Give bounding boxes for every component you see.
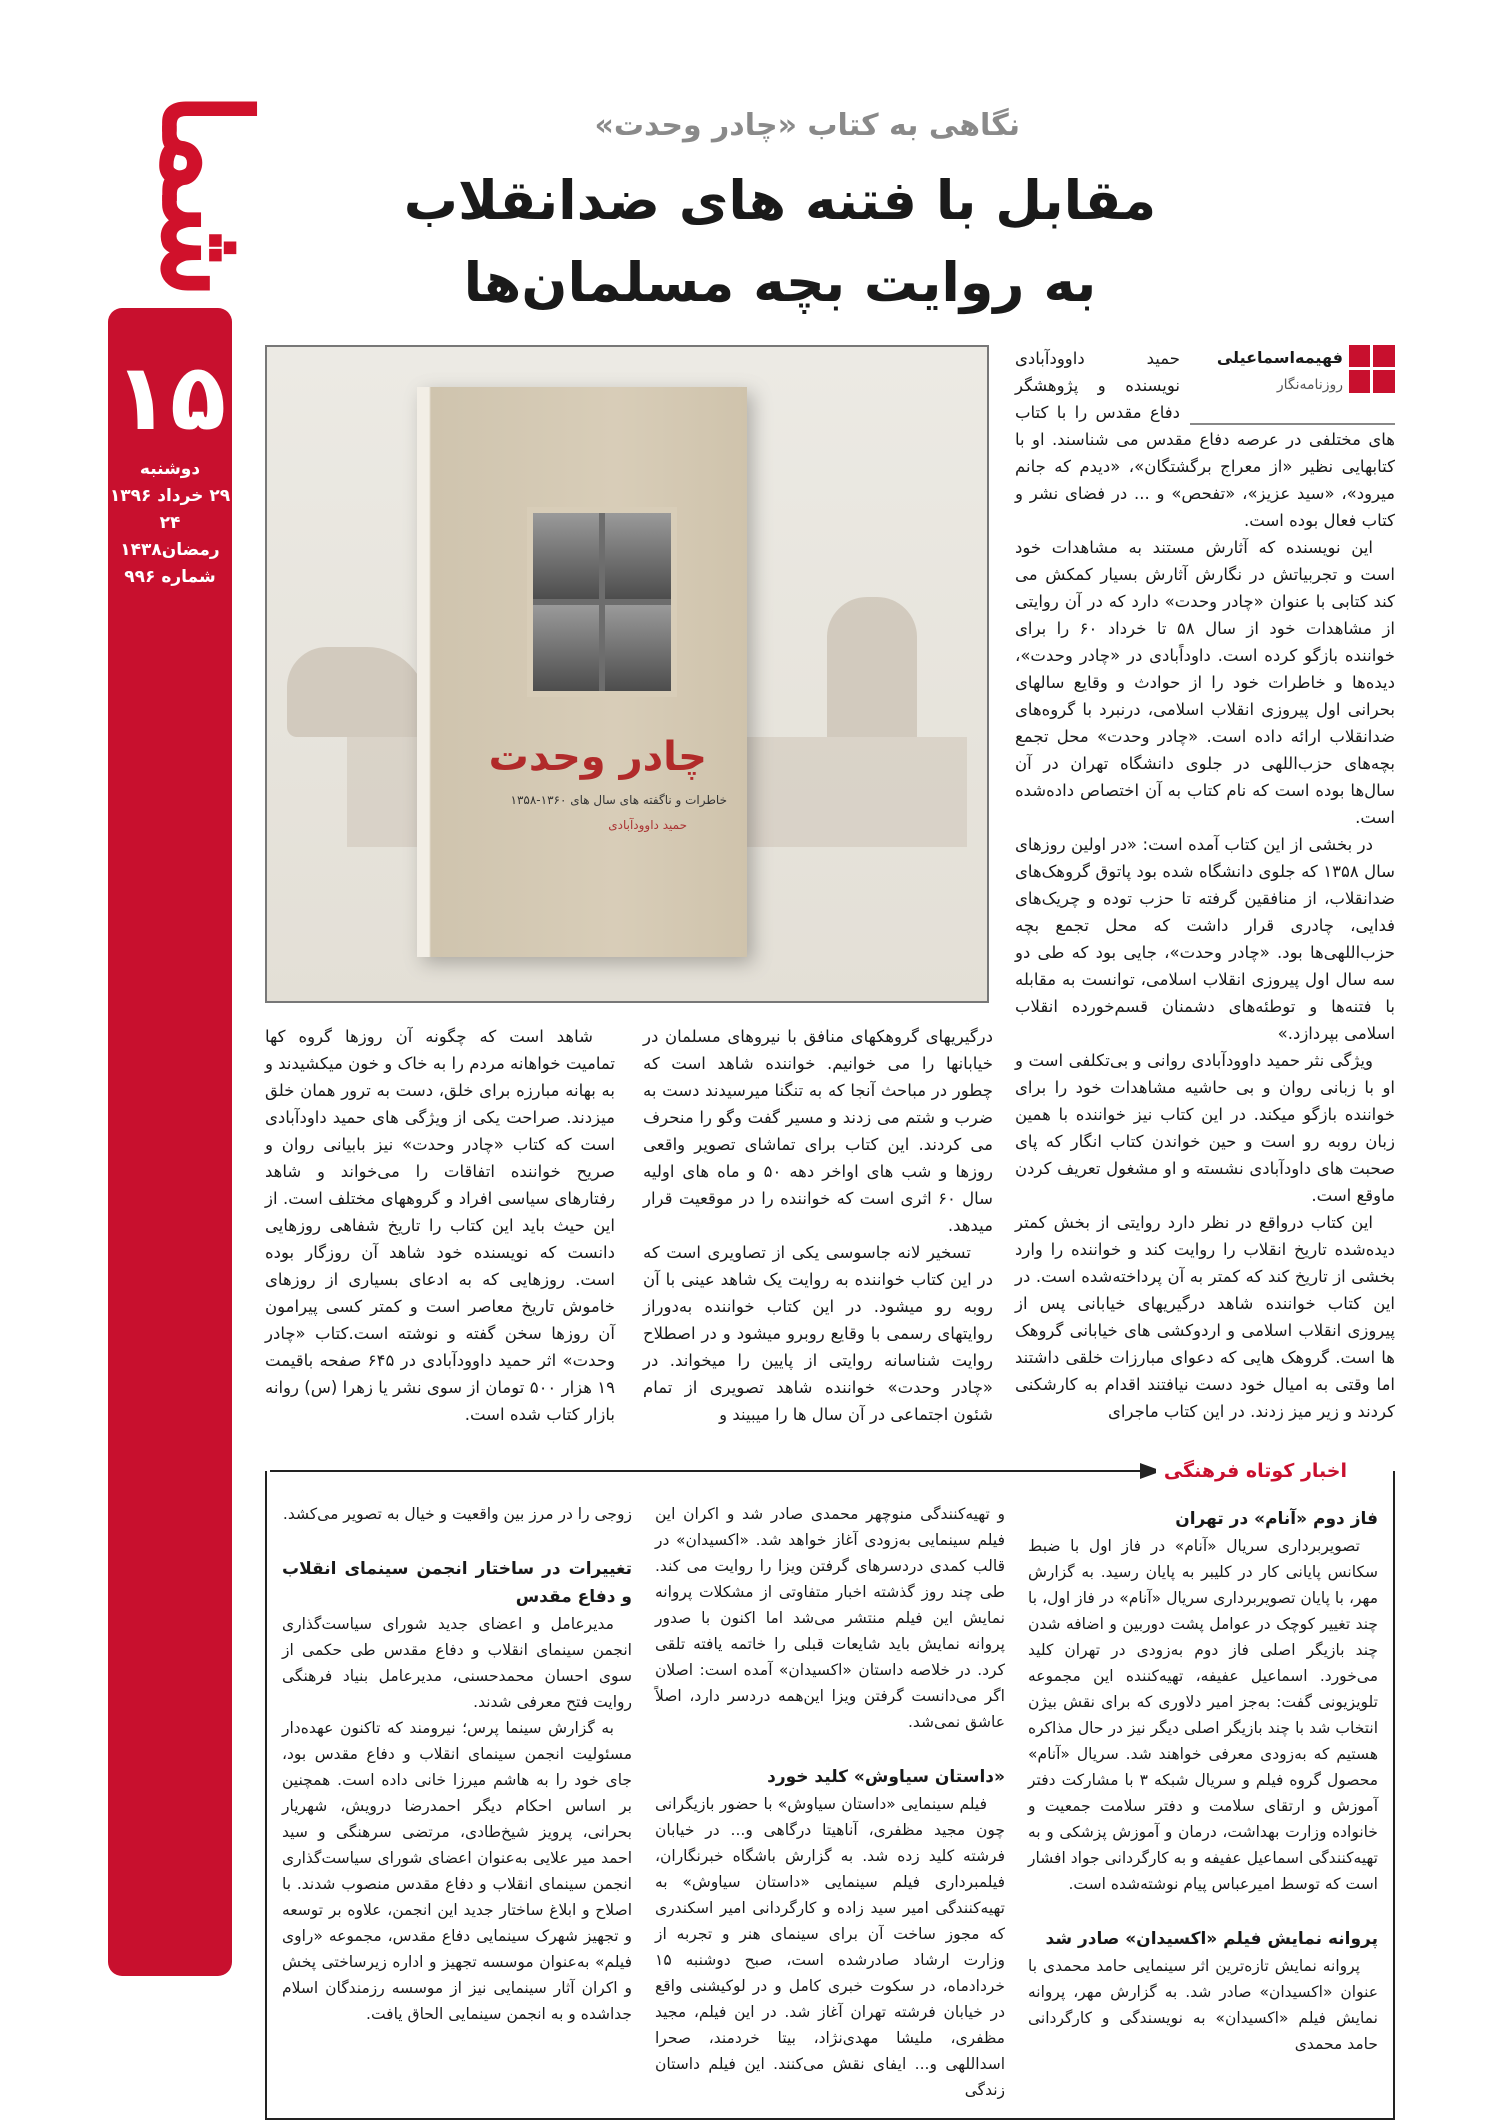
book-author: حمید داوودآبادی <box>608 818 687 832</box>
news-body: تصویربرداری سریال «آنام» در فاز اول با ضبط سکانس پایانی کار در کلیبر به پایان رسید. به گزارش مهر، با پایان تصویربرداری سریال «آنام» در فاز اول، با چند تغییر کوچک در عوامل پشت دوربین و اضافه شدن چند بازیگر اصلی فاز دوم به‌زودی در تهران کلید می‌خورد. اسماعیل عفیفه، تهیه‌کننده این مجموعه تلویزیونی گفت: به‌جز امیر دلاوری که برای نقش بیژن انتخاب شد با چند بازیگر اصلی دیگر نیز در حال مذاکره هستیم که به‌زودی معرفی خواهند شد. سریال «آنام» محصول گروه فیلم و سریال شبکه ۳ با مشارکت دفتر آموزش و ارتقای سلامت و دفتر سلامت جمعیت و خانواده وزارت بهداشت، درمان و آموزش پزشکی و به تهیه‌کنندگی اسماعیل عفیفه و به کارگردانی جواد افشار است که توسط امیرعباس پیام نوشته‌شده است. <box>1028 1537 1379 1893</box>
news-column-1 <box>1028 1501 1378 2057</box>
issue-info-bar <box>108 308 232 1976</box>
book-title: چادر وحدت <box>488 734 707 780</box>
newspaper-logo: شما <box>135 92 276 299</box>
author-role: روزنامه‌نگار <box>1276 377 1343 393</box>
book-subtitle: خاطرات و ناگفته های سال های ۱۳۶۰-۱۳۵۸ <box>510 793 727 807</box>
news-body: مدیرعامل و اعضای جدید شورای سیاست‌گذاری انجمن سینمای انقلاب و دفاع مقدس طی حکمی از سوی احسان محمدحسنی، مدیرعامل بنیاد فرهنگی روایت فتح معرفی شدند. <box>282 1615 632 1711</box>
paragraph: ویژگی نثر حمید داوودآبادی روانی و بی‌تکلفی است و او با زبانی روان و بی حاشیه مشاهدات خود را برای خواننده بازگو میکند. در این کتاب نیز خواننده با همین زبان روبه رو است و حین خواندن کتاب انگار که پای صحبت های داودآبادی نشسته و او مشغول تعریف کردن ماوقع است. <box>1015 1051 1395 1205</box>
news-body: و تهیه‌کنندگی منوچهر محمدی صادر شد و اکران این فیلم سینمایی به‌زودی آغاز خواهد شد. «اکسیدان» در قالب کمدی دردسرهای گرفتن ویزا را روایت می کند. طی چند روز گذشته اخبار متفاوتی از مشکلات پروانه نمایش این فیلم منتشر می‌شد اما اکنون با صدور پروانه نمایش باید شایعات قبلی را خاتمه یافته تلقی کرد. در خلاصه داستان «اکسیدان» آمده است: اصلان اگر می‌دانست گرفتن ویزا این‌همه دردسر دارد، اصلاً عاشق نمی‌شد. <box>655 1505 1005 1731</box>
news-section <box>265 1458 1395 2120</box>
news-title: پروانه نمایش فیلم «اکسیدان» صادر شد <box>1045 1929 1378 1949</box>
headline-line-1: مقابل با فتنه های ضدانقلاب <box>403 169 1157 232</box>
issue-number: شماره ۹۹۶ <box>124 567 216 587</box>
paragraph: این کتاب درواقع در نظر دارد روایتی از بخش کمتر دیده‌شده تاریخ انقلاب را روایت کند و خواننده را وارد بخشی از تاریخ کند که کمتر به آن پرداخته‌شده است. در این کتاب خواننده شاهد درگیریهای خیابانی پس از پیروزی انقلاب اسلامی و اردوکشی های خیابانی گروهک ها است. گروهک هایی که دعوای مبارزات خلقی داشتند اما وقتی به امیال خود دست نیافتند اقدام به کارشکنی کردند و زیر میز زدند. در این کتاب ماجرای <box>1015 1213 1395 1421</box>
news-title: «داستان سیاوش» کلید خورد <box>767 1767 1005 1787</box>
paragraph: درگیریهای گروهکهای منافق با نیروهای مسلمان در خیابانها را می خوانیم. خواننده شاهد است که چطور در مباحث آنجا که به تنگنا میرسیدند دست به ضرب و شتم می زدند و مسیر گفت وگو را منحرف می کردند. این کتاب برای تماشای تصویر واقعی روزها و شب های اواخر دهه ۵۰ و ماه های اولیه سال ۶۰ اثری است که خواننده را در موقعیت قرار میدهد. <box>643 1027 993 1235</box>
news-title: تغییرات در ساختار انجمن سینمای انقلاب و دفاع مقدس <box>282 1559 632 1607</box>
headline-line-2: به روایت بچه مسلمان‌ها <box>463 251 1097 314</box>
author-name: فهیمه‌اسماعیلی <box>1216 348 1343 367</box>
weekday: دوشنبه <box>139 459 201 479</box>
news-title: فاز دوم «آنام» در تهران <box>1175 1509 1378 1529</box>
book <box>417 387 747 957</box>
news-body: به گزارش سینما پرس؛ نیرومند که تاکنون عهده‌دار مسئولیت انجمن سینمای انقلاب و دفاع مقدس بود، جای خود را به هاشم میرزا خانی داده است. همچنین بر اساس احکام دیگر احمدرضا درویش، شهریار بحرانی، پرویز شیخ‌طادی، مرتضی سرهنگی و سید احمد میر علایی به‌عنوان اعضای شورای سیاست‌گذاری انجمن سینمای انقلاب و دفاع مقدس منصوب شدند. با اصلاح و ابلاغ ساختار جدید این انجمن، علاوه بر توسعه و تجهیز شهرک سینمایی دفاع مقدس، مجموعه «راوی فیلم» به‌عنوان موسسه تجهیز و اداره زیرساختی پخش و اکران آثار سینمایی نیز از موسسه رزمندگان اسلام جداشده و به انجمن سینمایی الحاق یافت. <box>282 1719 632 2023</box>
news-body: فیلم سینمایی «داستان سیاوش» با حضور بازیگرانی چون مجید مظفری، آناهیتا درگاهی و... در خیابان فرشته کلید زده شد. به گزارش باشگاه خبرنگاران، فیلمبرداری فیلم سینمایی «داستان سیاوش» به تهیه‌کنندگی امیر سید زاده و کارگردانی امیر اسکندری که مجوز ساخت آن برای سینمای هنر و تجربه از وزارت ارشاد صادرشده است، صبح دوشنبه ۱۵ خردادماه، در سکوت خبری کامل و در لوکیشنی واقع در خیابان فرشته تهران آغاز شد. در این فیلم، مجید مظفری، ملیشا مهدی‌نژاد، بیتا خردمند، صحرا اسداللهی و... ایفای نقش می‌کنند. این فیلم داستان زندگی <box>655 1795 1005 2099</box>
paragraph: تسخیر لانه جاسوسی یکی از تصاویری است که در این کتاب خواننده به روایت یک شاهد عینی با آن روبه رو میشود. در این کتاب خواننده به‌دوراز روایتهای رسمی با وقایع روبرو میشود و در اصطلاح روایت شناسانه روایتی از پایین را میخواند. در «چادر وحدت» خواننده شاهد تصویری از تمام شئون اجتماعی در آن سال ها را میبیند و <box>643 1243 993 1424</box>
tank-sketch <box>287 647 427 737</box>
paragraph: در بخشی از این کتاب آمده است: «در اولین روزهای سال ۱۳۵۸ که جلوی دانشگاه شده بود پاتوق گروهک‌های ضدانقلاب، از منافقین گرفته تا حزب توده و چریک‌های فدایی، چادری قرار داشت که محل تجمع بچه حزب‌اللهی‌ها بود. «چادر وحدت»، جایی بود که طی دو سه سال اول پیروزی انقلاب اسلامی، توانست به مقابله با فتنه‌ها و توطئه‌های دشمنان قسم‌خورده انقلاب اسلامی بپردازد.» <box>1015 835 1395 1043</box>
window-photo <box>527 507 677 697</box>
news-body: زوجی را در مرز بین واقعیت و خیال به تصویر می‌کشد. <box>282 1505 632 1523</box>
news-section-title: اخبار کوتاه فرهنگی <box>1156 1458 1355 1484</box>
date-solar: ۲۹ خرداد ۱۳۹۶ <box>109 486 231 506</box>
news-divider <box>270 1470 1150 1472</box>
book-cover-photo <box>265 345 989 1003</box>
article-body <box>265 345 1395 2120</box>
news-box <box>265 1471 1395 2120</box>
portrait-sketch <box>827 597 917 737</box>
byline-logo-icon <box>1349 345 1395 393</box>
news-body: پروانه نمایش تازه‌ترین اثر سینمایی حامد محمدی با عنوان «اکسیدان» صادر شد. به گزارش مهر، پروانه نمایش فیلم «اکسیدان» به نویسندگی و کارگردانی حامد محمدی <box>1028 1957 1378 2053</box>
article-column-1 <box>1015 345 1395 1425</box>
date-lunar: ۲۴ رمضان۱۴۳۸ <box>120 513 220 560</box>
news-column-2 <box>655 1501 1005 2103</box>
paragraph: این نویسنده که آثارش مستند به مشاهدات خود است و تجربیاتش در نگارش آثارش بسیار کمکش می کند کتابی با عنوان «چادر وحدت» دارد که در آن روایتی از مشاهدات خود از سال ۵۸ تا خرداد ۶۰ را برای خواننده بازگو کرده است. داوداًبادی در «چادر وحدت»، دیده‌ها و خاطرات خود را از حوادث و وقایع سالهای بحرانی اول پیروزی انقلاب اسلامی، درنبرد با گروه‌های ضدانقلاب ارائه داده است. «چادر وحدت» محل تجمع بچه‌های حزب‌اللهی در جلوی دانشگاه تهران در آن سال‌ها بوده است که نام کتاب به آن اختصاص داده‌شده است. <box>1015 538 1395 827</box>
article-kicker: نگاهی به کتاب «چادر وحدت» <box>594 108 1020 143</box>
page-number: ۱۵ <box>113 344 227 451</box>
byline <box>1190 345 1395 425</box>
news-column-3 <box>282 1501 632 2027</box>
article-headline <box>280 160 1280 324</box>
paragraph: شاهد است که چگونه آن روزها گروه کها تمامیت خواهانه مردم را به خاک و خون میکشیدند و به بهانه مبارزه برای خلق، دست به ترور همان خلق میزدند. صراحت یکی از ویژگی های حمید داودآبادی است که کتاب «چادر وحدت» نیز بابیانی روان و صریح خواننده اتفاقات را می‌خواند و شاهد رفتارهای سیاسی افراد و گروههای مختلف است. از این حیث باید این کتاب را تاریخ شفاهی روزهایی دانست که نویسنده خود شاهد آن روزگار بوده است. روزهایی که به ادعای بسیاری از روزهای خاموش تاریخ معاصر است و کمتر کسی پیرامون آن روزها سخن گفته و نوشته است.کتاب «چادر وحدت» اثر حمید داوودآبادی در ۶۴۵ صفحه باقیمت ۱۹ هزار ۵۰۰ تومان از سوی نشر یا زهرا (س) روانه بازار کتاب شده است. <box>265 1027 615 1424</box>
article-columns-2-3 <box>265 1023 993 1428</box>
paragraph: حمید داوودآبادی نویسنده و پژوهشگر دفاع مقدس را با کتاب های مختلفی در عرصه دفاع مقدس می شناسند. او با کتابهایی نظیر «از معراج برگشتگان»، «دیدم که جانم میرود»، «سید عزیز»، «تفحص» و ... در فضای نشر و کتاب فعال بوده است. <box>1015 349 1395 530</box>
